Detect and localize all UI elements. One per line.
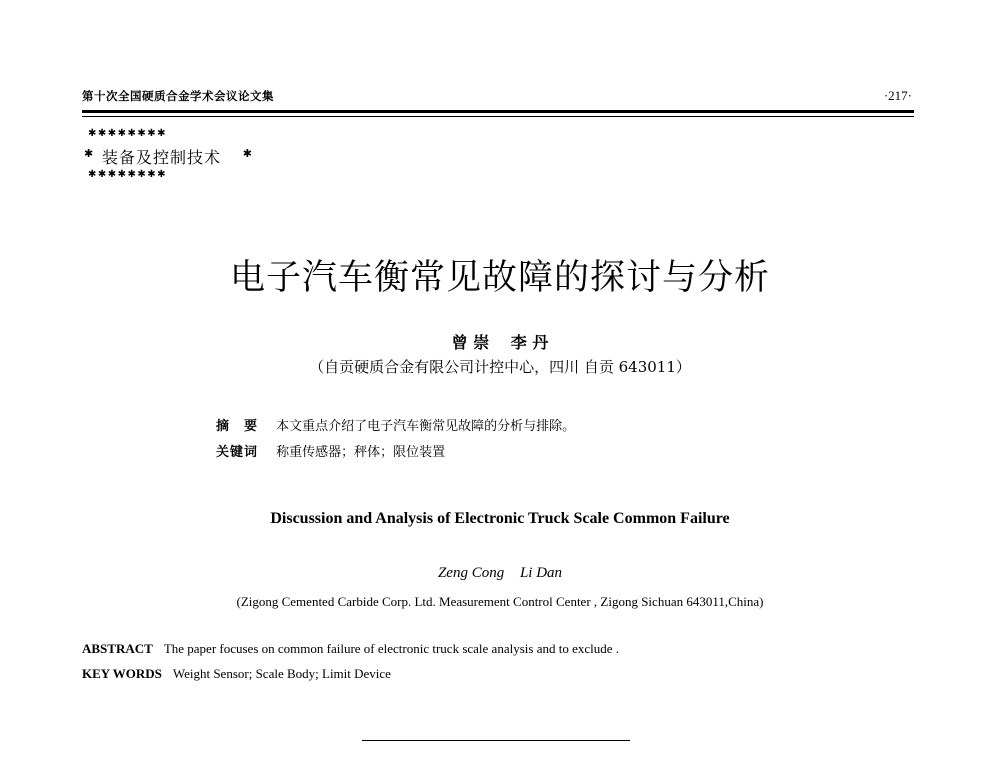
author-en-2: Li Dan xyxy=(519,565,563,581)
author-en-1: Zeng Cong xyxy=(437,565,505,581)
star-border-top-icon: ✱✱✱✱✱✱✱✱ xyxy=(88,128,168,139)
section-banner xyxy=(84,126,256,186)
keywords-cn-label: 关键词 xyxy=(216,445,259,460)
star-side-right-icon: ✱ xyxy=(242,147,252,160)
abstract-cn-label: 摘 要 xyxy=(216,419,259,434)
paper-title-cn: 电子汽车衡常见故障的探讨与分析 xyxy=(229,258,770,298)
keywords-en-label: KEY WORDS xyxy=(82,666,162,681)
footnote-separator xyxy=(362,740,630,741)
star-border-bottom-icon: ✱✱✱✱✱✱✱✱ xyxy=(88,169,168,180)
section-label: 装备及控制技术 xyxy=(102,148,222,167)
keywords-en-text: Weight Sensor; Scale Body; Limit Device xyxy=(172,666,391,681)
header-rule-thick xyxy=(82,110,914,113)
star-side-left-icon: ✱ xyxy=(84,147,94,160)
keywords-cn xyxy=(216,441,445,460)
running-header xyxy=(82,88,912,106)
keywords-cn-text: 称重传感器；秤体；限位装置 xyxy=(276,445,446,460)
abstract-en-text: The paper focuses on common failure of electronic truck scale analysis and to exclude . xyxy=(163,641,619,656)
abstract-cn xyxy=(216,415,575,434)
author-cn-1: 曾 崇 xyxy=(451,333,490,352)
affiliation-cn: （自贡硬质合金有限公司计控中心，四川 自贡 643011） xyxy=(309,358,691,376)
paper-title-en: Discussion and Analysis of Electronic Truck Scale Common Failure xyxy=(270,510,730,527)
affiliation-en: (Zigong Cemented Carbide Corp. Ltd. Measurement Control Center , Zigong Sichuan 643011,China) xyxy=(236,594,764,609)
page-number: ·217· xyxy=(883,88,912,103)
authors-en xyxy=(0,565,1000,582)
abstract-cn-text: 本文重点介绍了电子汽车衡常见故障的分析与排除。 xyxy=(276,419,576,434)
author-cn-2: 李 丹 xyxy=(510,333,549,352)
journal-title: 第十次全国硬质合金学术会议论文集 xyxy=(82,89,274,103)
authors-cn xyxy=(0,330,1000,353)
keywords-en xyxy=(82,666,391,682)
header-rule-thin xyxy=(82,116,914,117)
abstract-en-label: ABSTRACT xyxy=(82,641,153,656)
abstract-en xyxy=(82,641,619,657)
